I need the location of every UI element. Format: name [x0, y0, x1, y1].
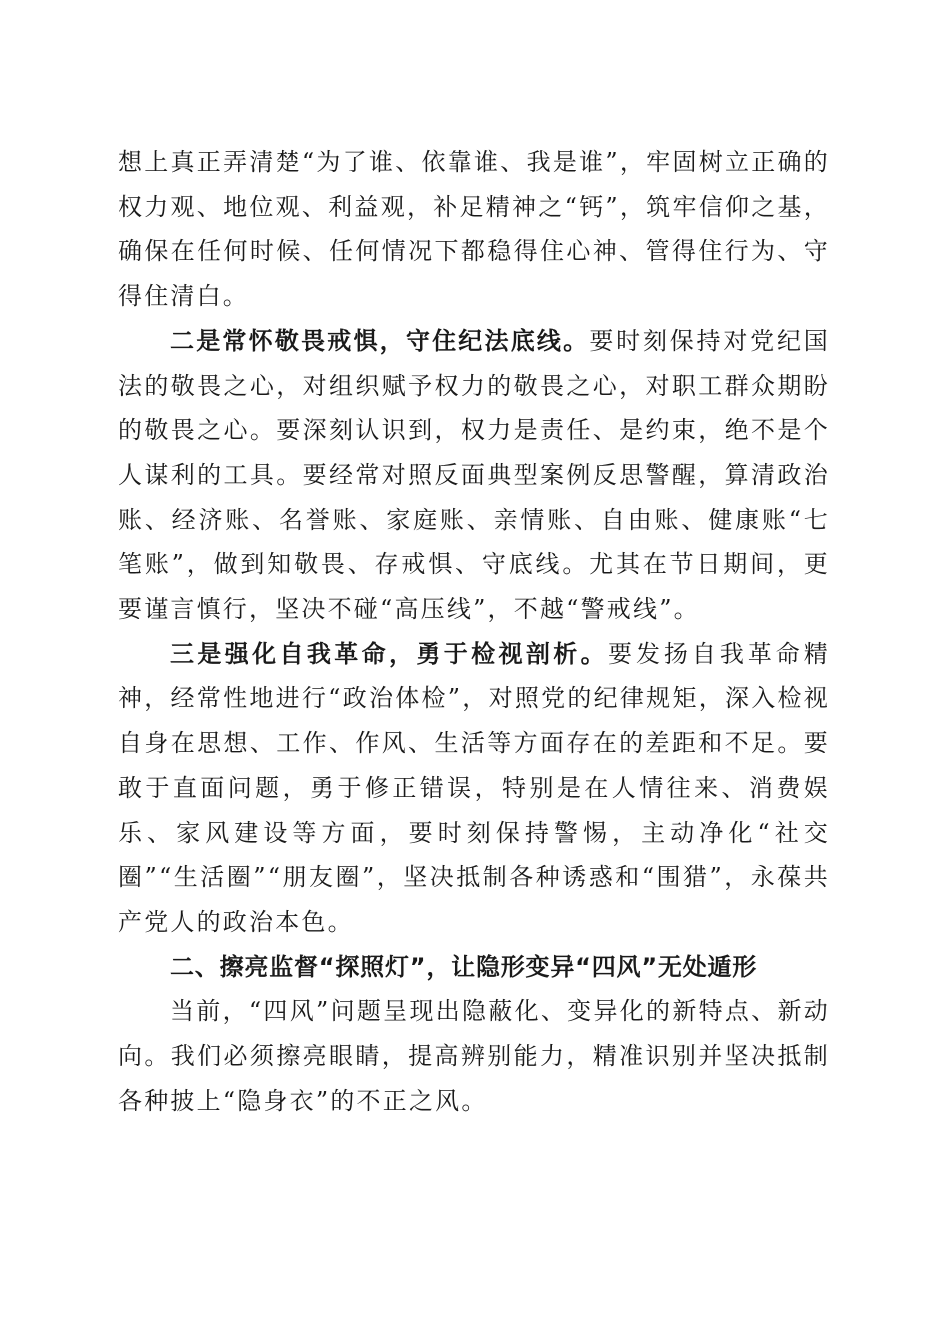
paragraph-body: 想上真正弄清楚“为了谁、依靠谁、我是谁”，牢固树立正确的权力观、地位观、利益观，补足精神之“钙”，筑牢信仰之基，确保在任何时候、任何情况下都稳得住心神、管得住行为、守得住清白。 — [118, 148, 830, 311]
paragraph-body: 要时刻保持对党纪国法的敬畏之心，对组织赋予权力的敬畏之心，对职工群众期盼的敬畏之心。要深刻认识到，权力是责任、是约束，绝不是个人谋利的工具。要经常对照反面典型案例反思警醒，算清政治账、经济账、名誉账、家庭账、亲情账、自由账、健康账“七笔账”，做到知敬畏、存戒惧、守底线。尤其在节日期间，更要谨言慎行，坚决不碰“高压线”，不越“警戒线”。 — [118, 326, 830, 624]
paragraph-lead: 二是常怀敬畏戒惧，守住纪法底线。 — [170, 326, 590, 355]
paragraph-point-two — [118, 319, 830, 632]
paragraph-final: 当前，“四风”问题呈现出隐蔽化、变异化的新特点、新动向。我们必须擦亮眼睛，提高辨别能力，精准识别并坚决抵制各种披上“隐身衣”的不正之风。 — [118, 997, 830, 1115]
paragraph-lead: 三是强化自我革命，勇于检视剖析。 — [170, 639, 608, 668]
section-heading: 二、擦亮监督“探照灯”，让隐形变异“四风”无处遁形 — [170, 952, 758, 981]
paragraph-continued — [118, 140, 830, 319]
paragraph-body: 要发扬自我革命精神，经常性地进行“政治体检”，对照党的纪律规矩，深入检视自身在思想、工作、作风、生活等方面存在的差距和不足。要敢于直面问题，勇于修正错误，特别是在人情往来、消费娱乐、家风建设等方面，要时刻保持警惕，主动净化“社交圈”“生活圈”“朋友圈”，坚决抵制各种诱惑和“围猎”，永葆共产党人的政治本色。 — [118, 639, 830, 936]
document-body — [118, 140, 830, 1123]
paragraph-point-three — [118, 632, 830, 945]
